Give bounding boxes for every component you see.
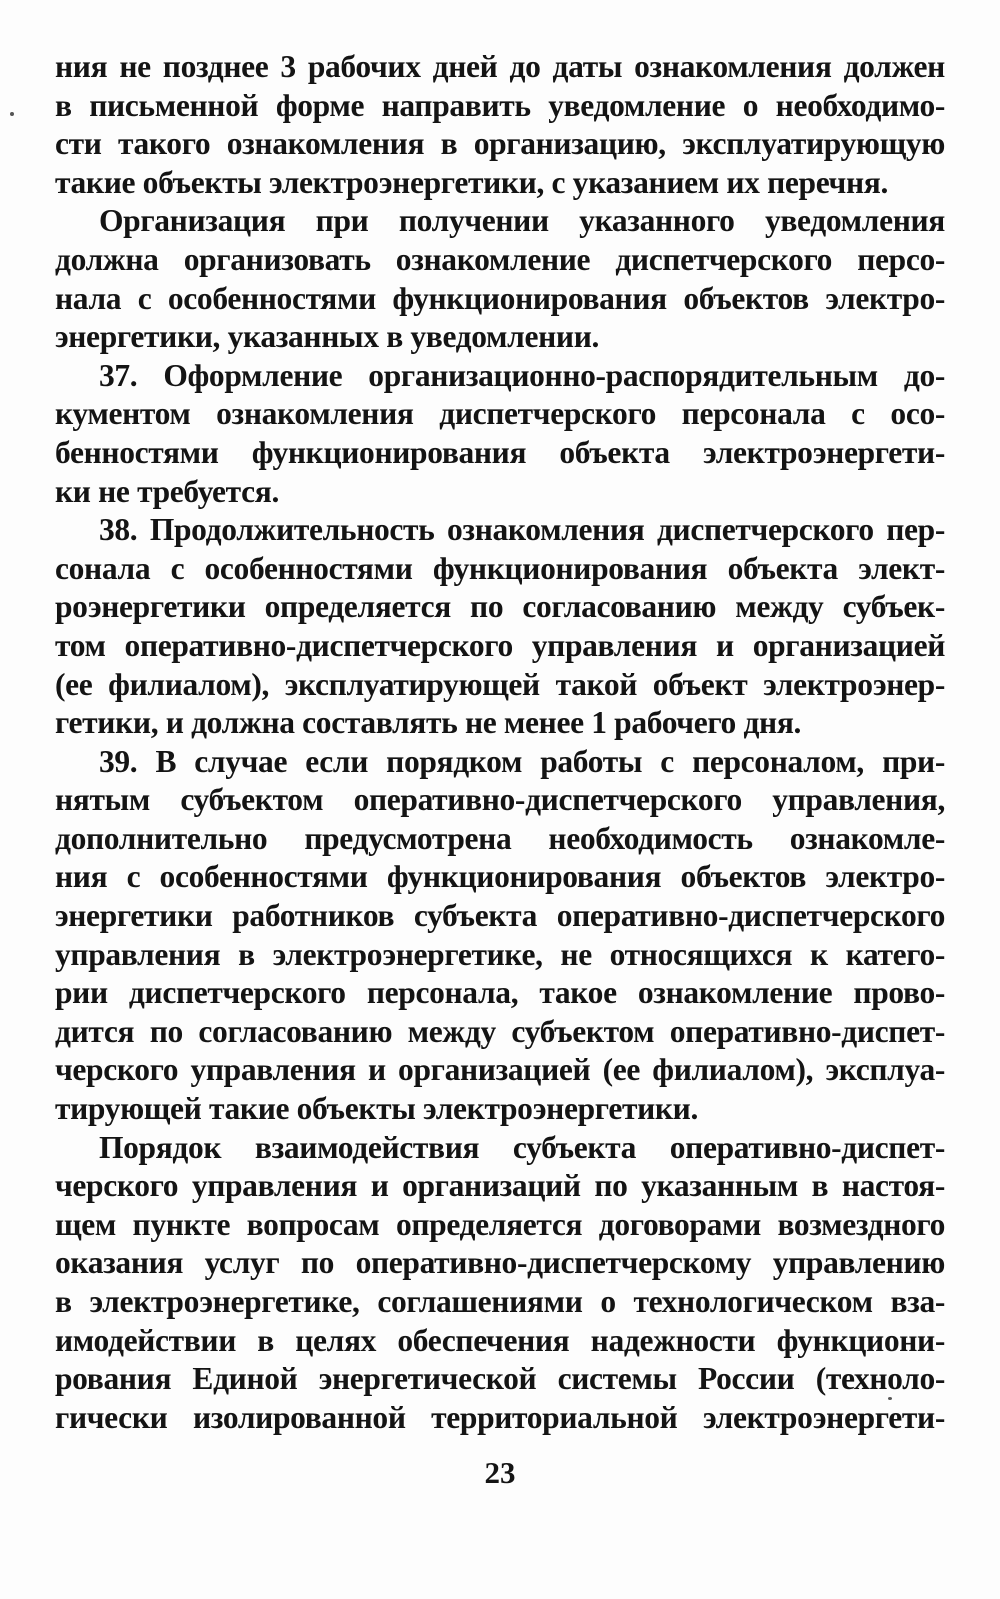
text-line: том оперативно-диспетчерского управления и организацией [55, 627, 945, 663]
text-line: рования Единой энергетической системы России (техноло- [55, 1361, 945, 1397]
text-line: бенностями функционирования объекта электроэнергети- [55, 434, 945, 470]
text-line: управления в электроэнергетике, не относящихся к катего- [55, 936, 945, 972]
paragraph-37 [55, 357, 945, 511]
text-line: 37. Оформление организационно-распорядительным до- [99, 357, 945, 393]
text-line: энергетики работников субъекта оперативно-диспетчерского [55, 898, 945, 934]
text-line: нала с особенностями функционирования объектов электро- [55, 280, 945, 316]
text-line: в письменной форме направить уведомление о необходимо- [55, 87, 945, 123]
text-line: оказания услуг по оперативно-диспетчерскому управлению [55, 1245, 945, 1281]
paragraph-organization [55, 202, 945, 356]
paragraph-procedure [55, 1129, 945, 1438]
text-line: гетики, и должна составлять не менее 1 рабочего дня. [55, 705, 802, 741]
text-line: 39. В случае если порядком работы с персоналом, при- [99, 743, 945, 779]
text-line: Организация при получении указанного уведомления [99, 203, 945, 239]
text-line: имодействии в целях обеспечения надежности функциони- [55, 1322, 945, 1358]
text-line: сонала с особенностями функционирования объекта элект- [55, 550, 945, 586]
text-line: тирующей такие объекты электроэнергетики. [55, 1091, 698, 1127]
text-line: ния с особенностями функционирования объектов электро- [55, 859, 945, 895]
text-line: черского управления и организаций по указанным в настоя- [55, 1168, 945, 1204]
text-line: щем пункте вопросам определяется договорами возмездного [55, 1206, 945, 1242]
text-line: в электроэнергетике, соглашениями о технологическом вза- [55, 1284, 945, 1319]
text-line: ки не требуется. [55, 473, 280, 509]
page-number: 23 [484, 1455, 516, 1490]
text-line: такие объекты электроэнергетики, с указанием их перечня. [55, 164, 888, 200]
text-line: нятым субъектом оперативно-диспетчерского управления, [55, 782, 945, 818]
text-line: сти такого ознакомления в организацию, эксплуатирующую [55, 126, 945, 162]
text-line: гически изолированной территориальной электроэнергети- [55, 1399, 945, 1435]
text-line: должна организовать ознакомление диспетчерского персо- [55, 241, 945, 277]
scan-speck [10, 112, 14, 116]
text-line: роэнергетики определяется по согласованию между субъек- [55, 589, 945, 625]
text-line: дится по согласованию между субъектом оперативно-диспет- [55, 1013, 945, 1049]
text-line: дополнительно предусмотрена необходимость ознакомле- [55, 820, 945, 856]
text-line: (ее филиалом), эксплуатирующей такой объект электроэнер- [55, 666, 945, 702]
body-text [55, 48, 945, 1437]
text-line: ния не позднее 3 рабочих дней до даты ознакомления должен [55, 49, 945, 84]
text-line: 38. Продолжительность ознакомления диспетчерского пер- [99, 512, 945, 548]
text-line: черского управления и организацией (ее филиалом), эксплуа- [55, 1052, 945, 1088]
paragraph-continued [55, 48, 945, 202]
text-line: кументом ознакомления диспетчерского персонала с осо- [55, 396, 945, 432]
paragraph-38 [55, 511, 945, 743]
text-line: рии диспетчерского персонала, такое ознакомление прово- [55, 975, 945, 1011]
text-line: энергетики, указанных в уведомлении. [55, 319, 600, 355]
paragraph-39 [55, 743, 945, 1129]
text-line: Порядок взаимодействия субъекта оперативно-диспет- [99, 1129, 945, 1165]
